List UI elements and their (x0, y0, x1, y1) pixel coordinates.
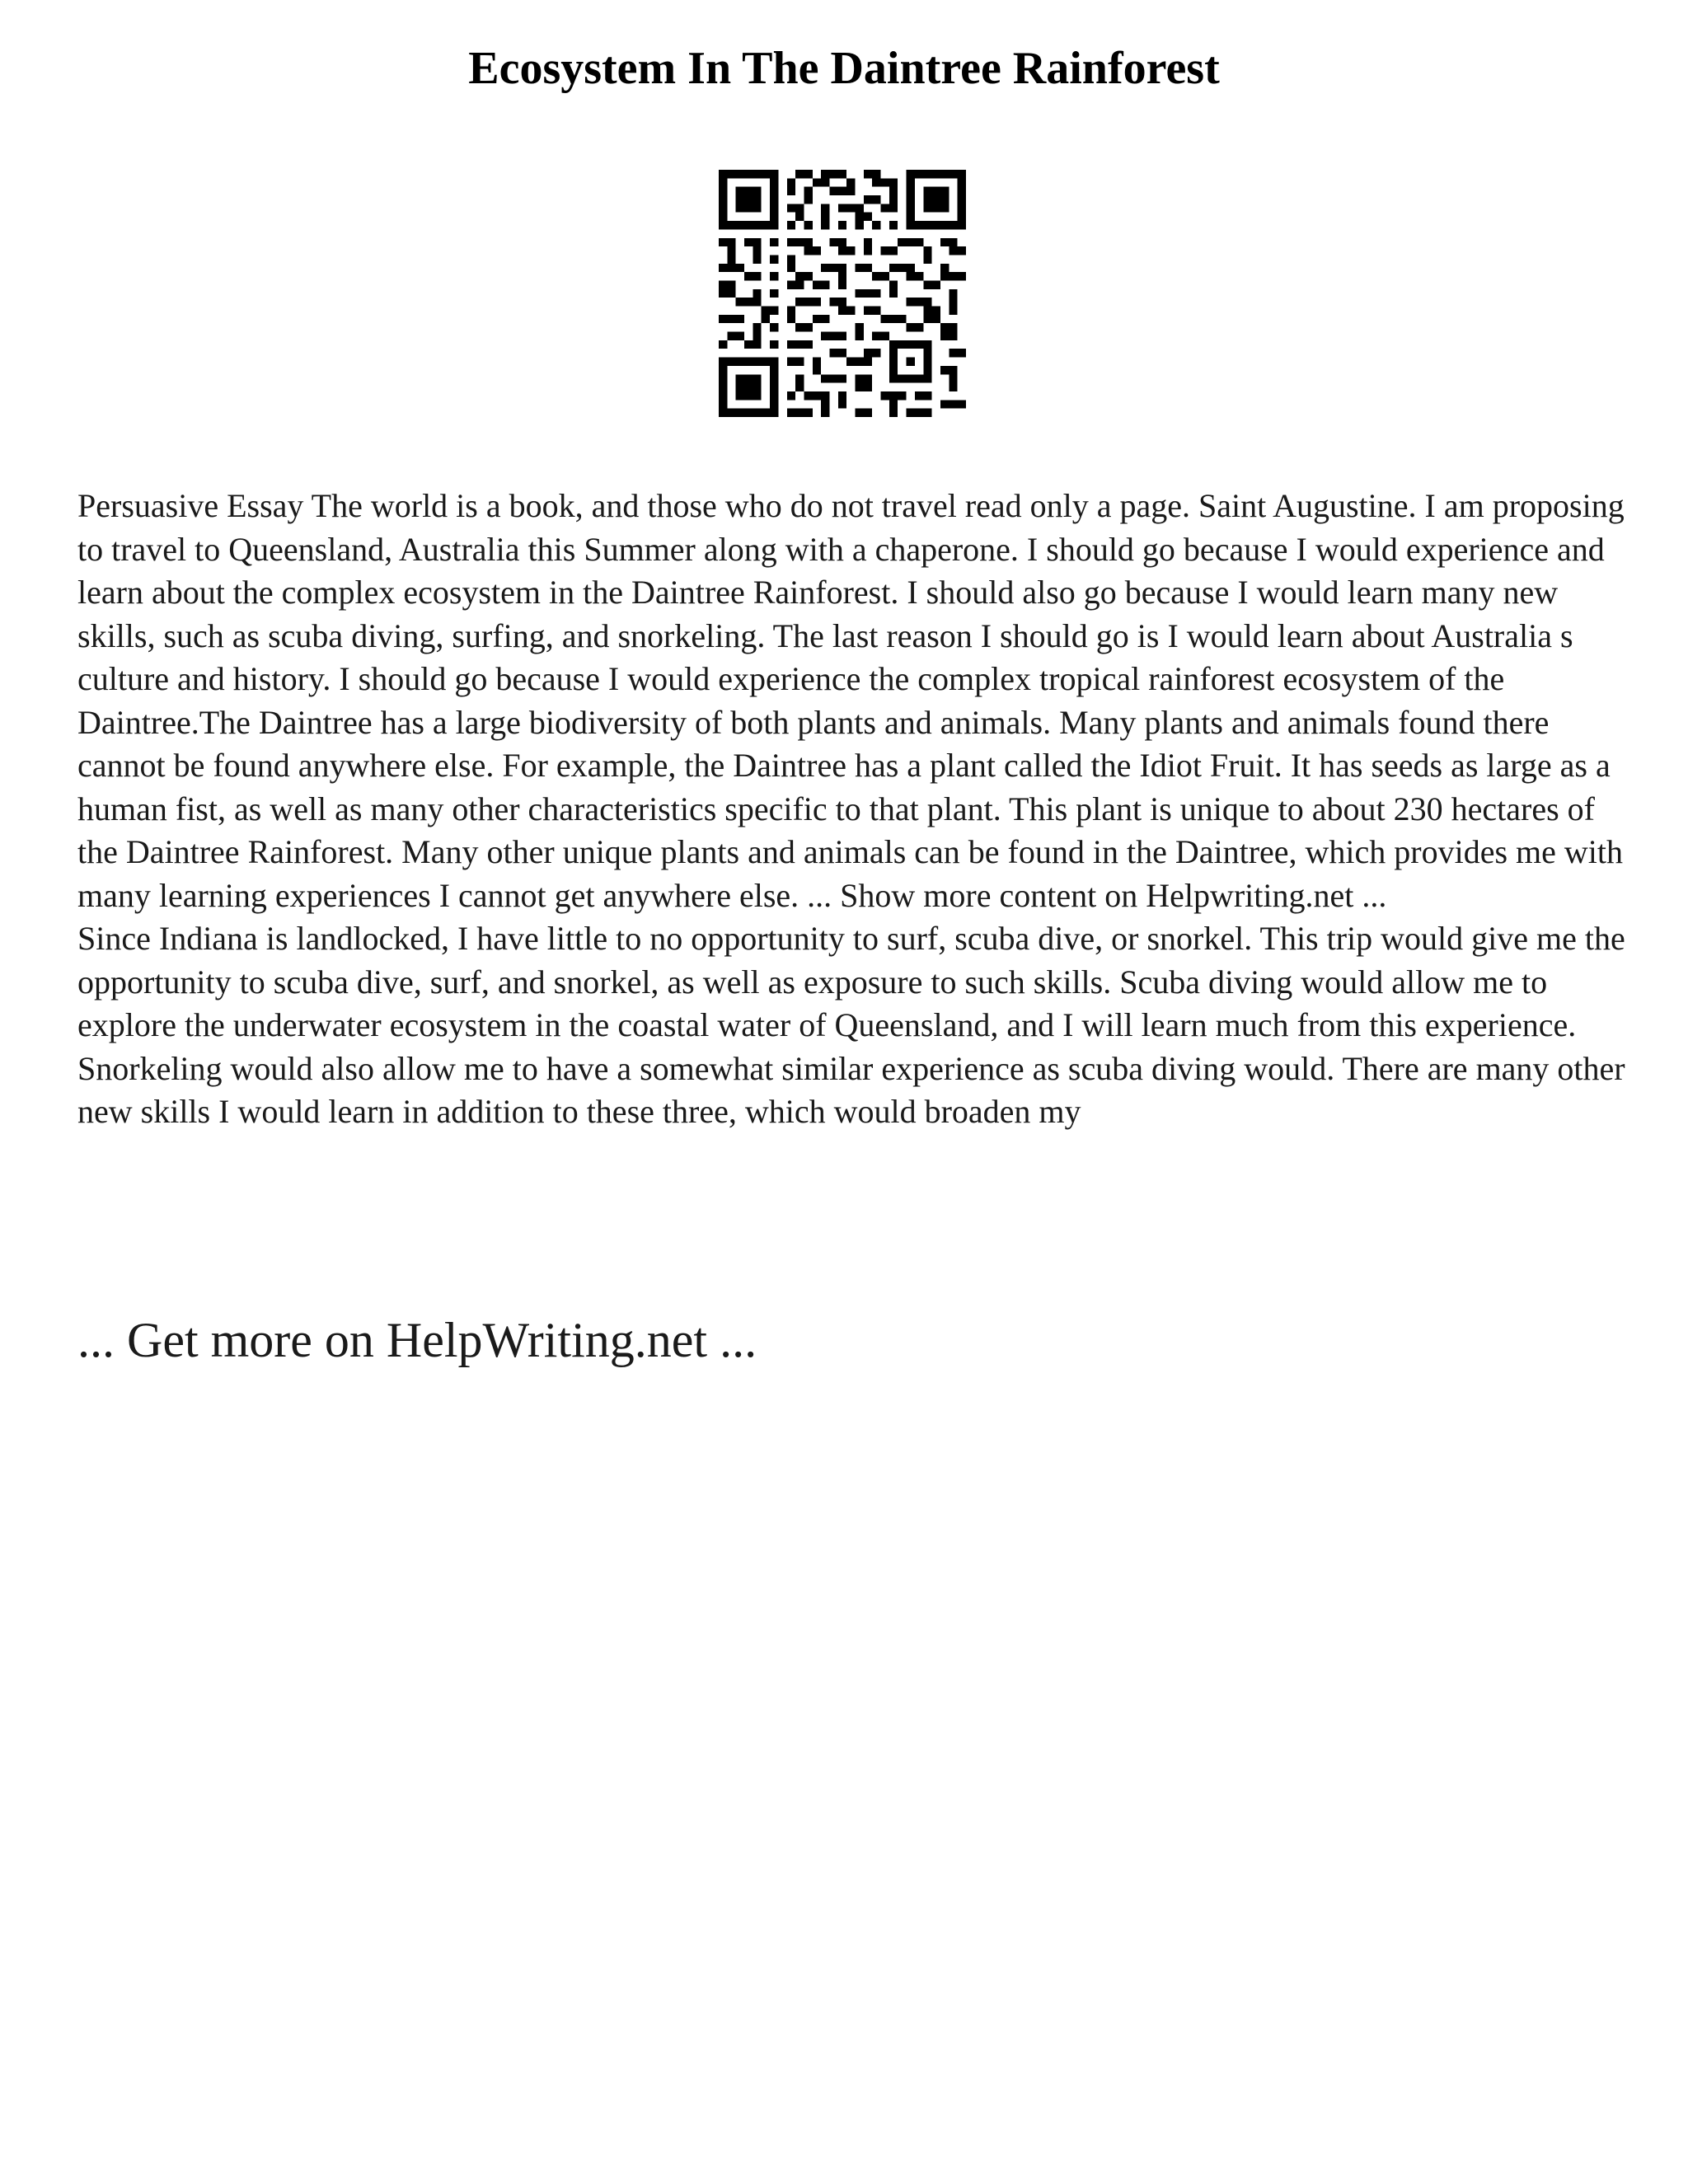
qr-code-icon (719, 170, 966, 417)
get-more-link[interactable]: ... Get more on HelpWriting.net ... (77, 1313, 757, 1367)
essay-paragraph: Since Indiana is landlocked, I have little to no opportunity to surf, scuba dive, or snorkel. This trip would give me the opportunity to scuba dive, surf, and snorkel, as well as exposure to such skills. Scuba diving would allow me to explore the underwater ecosystem in the coastal water of Queensland, and I will learn much from this experience. Snorkeling would also allow me to have a somewhat similar experience as scuba diving would. There are many other new skills I would learn in addition to these three, which would broaden my (77, 920, 1625, 1130)
document-title: Ecosystem In The Daintree Rainforest (468, 43, 1220, 94)
essay-body (77, 485, 1627, 1134)
essay-paragraph: Persuasive Essay The world is a book, and those who do not travel read only a page. Saint Augustine. I am proposing to travel to Queensland, Australia this Summer along with a chaperone. I should go because I would experience and learn about the complex ecosystem in the Daintree Rainforest. I should also go because I would learn many new skills, such as scuba diving, surfing, and snorkeling. The last reason I should go is I would learn about Australia s culture and history. I should go because I would experience the complex tropical rainforest ecosystem of the Daintree.The Daintree has a large biodiversity of both plants and animals. Many plants and animals found there cannot be found anywhere else. For example, the Daintree has a plant called the Idiot Fruit. It has seeds as large as a human fist, as well as many other characteristics specific to that plant. This plant is unique to about 230 hectares of the Daintree Rainforest. Many other unique plants and animals can be found in the Daintree, which provides me with many learning experiences I cannot get anywhere else. ... Show more content on Helpwriting.net ... (77, 487, 1625, 914)
